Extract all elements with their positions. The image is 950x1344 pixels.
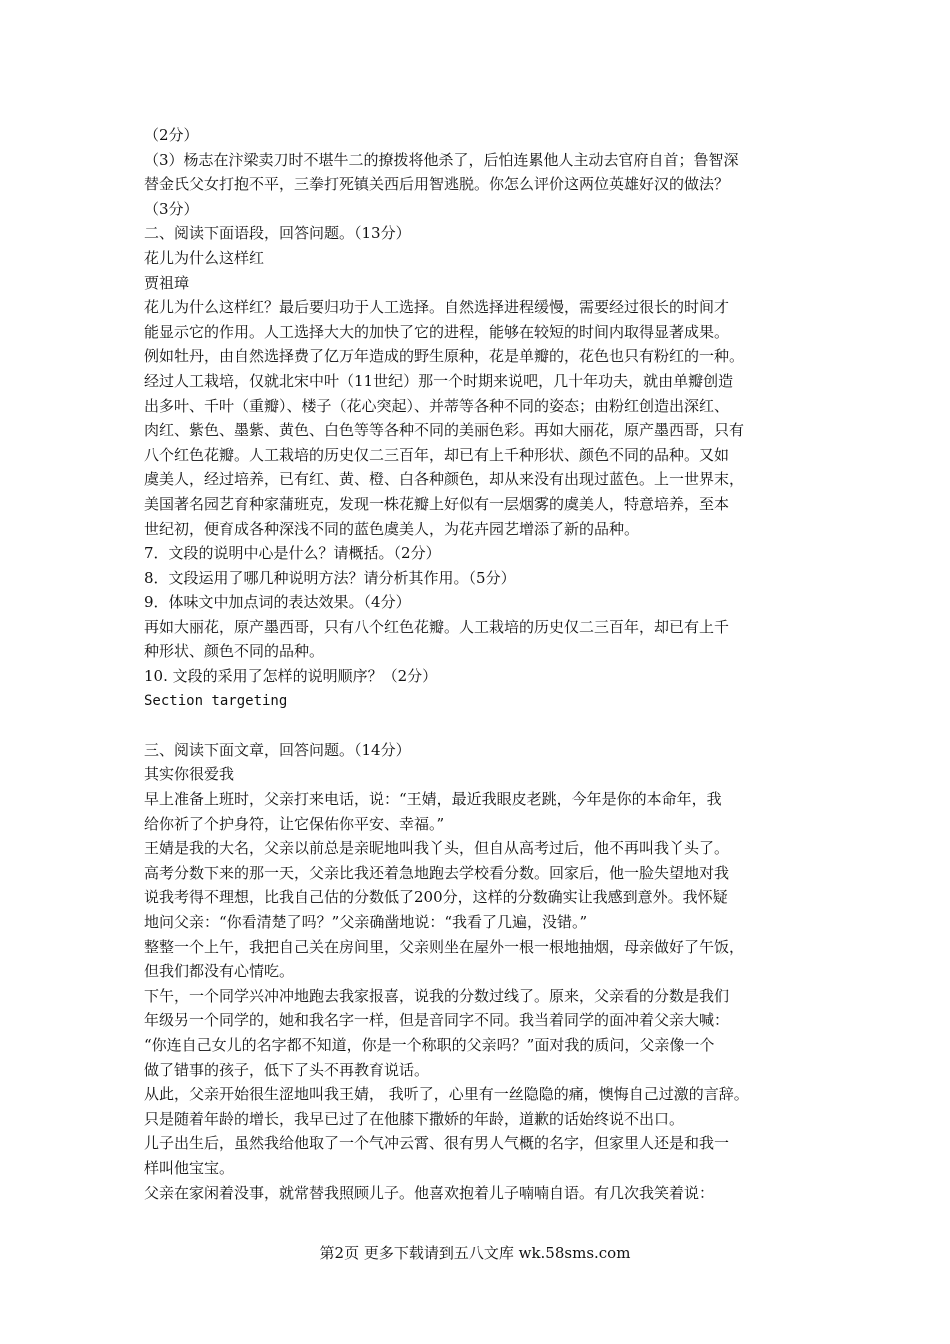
text-line: （3）杨志在汴梁卖刀时不堪牛二的撩拨将他杀了，后怕连累他人主动去官府自首；鲁智深 bbox=[144, 150, 739, 169]
text-line: 给你祈了个护身符，让它保佑你平安、幸福。” bbox=[144, 814, 445, 833]
text-line: 年级另一个同学的，她和我名字一样，但是音同字不同。我当着同学的面冲着父亲大喊： bbox=[144, 1011, 730, 1030]
article-title: 其实你很爱我 bbox=[144, 765, 235, 784]
text-line: 例如牡丹，由自然选择费了亿万年造成的野生原种，花是单瓣的，花色也只有粉红的一种。 bbox=[144, 347, 745, 366]
text-line: 说我考得不理想，比我自己估的分数低了200分，这样的分数确实让我感到意外。我怀疑 bbox=[144, 888, 728, 907]
question-line: 10. 文段的采用了怎样的说明顺序？（2分） bbox=[144, 667, 438, 686]
section-heading: 二、阅读下面语段，回答问题。（13分） bbox=[144, 224, 411, 243]
text-line: 八个红色花瓣。人工栽培的历史仅二三百年，却已有上千种形状、颜色不同的品种。又如 bbox=[144, 445, 730, 464]
text-line: 但我们都没有心情吃。 bbox=[144, 962, 295, 981]
text-line: 王婧是我的大名，父亲以前总是亲昵地叫我丫头，但自从高考过后，他不再叫我丫头了。 bbox=[144, 839, 730, 858]
text-line: 肉红、紫色、墨紫、黄色、白色等等各种不同的美丽色彩。再如大丽花，原产墨西哥，只有 bbox=[144, 421, 745, 440]
article-title: 花儿为什么这样红 bbox=[144, 248, 265, 267]
blank-line bbox=[144, 713, 834, 738]
page-footer: 第2页 更多下载请到五八文库 wk.58sms.com bbox=[319, 1244, 631, 1262]
text-line: 儿子出生后，虽然我给他取了一个气冲云霄、很有男人气概的名字，但家里人还是和我一 bbox=[144, 1134, 730, 1153]
text-line: 虞美人，经过培养，已有红、黄、橙、白各种颜色，却从来没有出现过蓝色。上一世界末， bbox=[144, 470, 745, 489]
text-line: 只是随着年龄的增长，我早已过了在他膝下撒娇的年龄，道歉的话始终说不出口。 bbox=[144, 1109, 685, 1128]
question-line: 8．文段运用了哪几种说明方法？请分析其作用。（5分） bbox=[144, 568, 516, 587]
text-line: 高考分数下来的那一天，父亲比我还着急地跑去学校看分数。回家后，他一脸失望地对我 bbox=[144, 863, 730, 882]
text-line: 再如大丽花，原产墨西哥，只有八个红色花瓣。人工栽培的历史仅二三百年，却已有上千 bbox=[144, 617, 730, 636]
text-line: 样叫他宝宝。 bbox=[144, 1158, 235, 1177]
text-line: 经过人工栽培，仅就北宋中叶（11世纪）那一个时期来说吧，几十年功夫，就由单瓣创造 bbox=[144, 371, 734, 390]
document-body bbox=[144, 123, 834, 1205]
text-line: （3分） bbox=[144, 199, 199, 218]
text-line: 花儿为什么这样红？最后要归功于人工选择。自然选择进程缓慢，需要经过很长的时间才 bbox=[144, 298, 730, 317]
text-line: 父亲在家闲着没事，就常替我照顾儿子。他喜欢抱着儿子喃喃自语。有几次我笑着说： bbox=[144, 1183, 715, 1202]
text-line: 世纪初，便育成各种深浅不同的蓝色虞美人，为花卉园艺增添了新的品种。 bbox=[144, 519, 640, 538]
text-line: （2分） bbox=[144, 126, 199, 144]
text-line: “你连自己女儿的名字都不知道，你是一个称职的父亲吗？”面对我的质问，父亲像一个 bbox=[144, 1035, 715, 1054]
article-author: 贾祖璋 bbox=[144, 273, 190, 292]
text-line: 能显示它的作用。人工选择大大的加快了它的进程，能够在较短的时间内取得显著成果。 bbox=[144, 322, 730, 341]
section-heading: 三、阅读下面文章，回答问题。（14分） bbox=[144, 740, 411, 759]
text-line: 替金氏父女打抱不平，三拳打死镇关西后用智逃脱。你怎么评价这两位英雄好汉的做法？ bbox=[144, 175, 730, 194]
text-line: 种形状、颜色不同的品种。 bbox=[144, 642, 325, 661]
text-line: 美国著名园艺育种家蒲班克，发现一株花瓣上好似有一层烟雾的虞美人，特意培养，至本 bbox=[144, 494, 730, 513]
text-line: 地问父亲：“你看清楚了吗？”父亲确凿地说：“我看了几遍，没错。” bbox=[144, 913, 588, 931]
text-line: 整整一个上午，我把自己关在房间里，父亲则坐在屋外一根一根地抽烟，母亲做好了午饭， bbox=[144, 937, 745, 956]
text-line: 从此，父亲开始很生涩地叫我王婧， 我听了，心里有一丝隐隐的痛，懊悔自己过激的言辞。 bbox=[144, 1085, 749, 1104]
text-line: 出多叶、千叶（重瓣）、楼子（花心突起）、并蒂等各种不同的姿态；由粉红创造出深红、 bbox=[144, 396, 730, 415]
section-targeting-label: Section targeting bbox=[144, 692, 288, 709]
text-line: 早上准备上班时，父亲打来电话，说：“王婧，最近我眼皮老跳，今年是你的本命年，我 bbox=[144, 790, 722, 809]
text-line: 做了错事的孩子，低下了头不再教育说话。 bbox=[144, 1060, 430, 1079]
question-line: 7．文段的说明中心是什么？请概括。（2分） bbox=[144, 544, 441, 563]
text-line: 下午，一个同学兴冲冲地跑去我家报喜，说我的分数过线了。原来，父亲看的分数是我们 bbox=[144, 986, 730, 1005]
question-line: 9．体味文中加点词的表达效果。（4分） bbox=[144, 593, 411, 612]
